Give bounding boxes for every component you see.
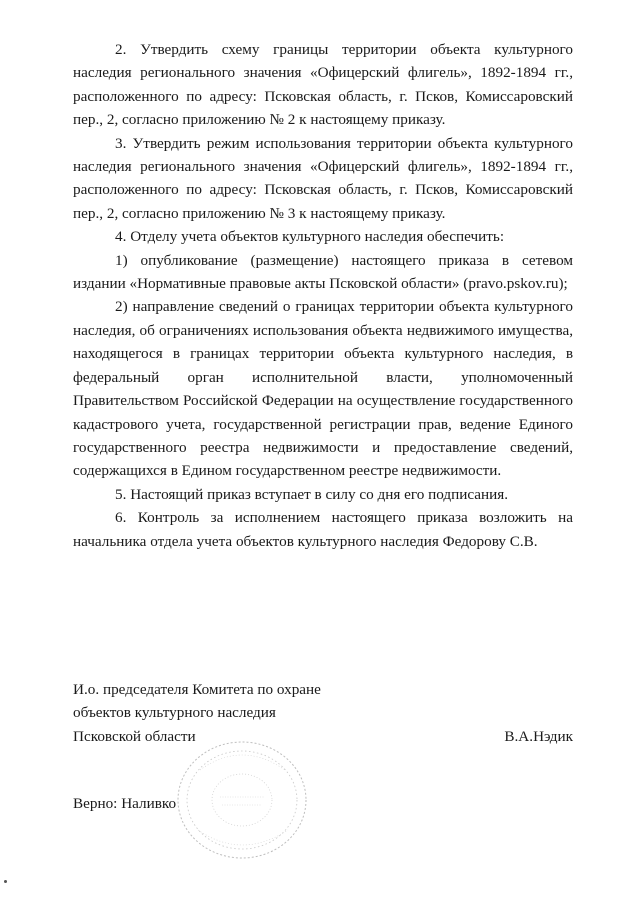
signer-position-line-1: И.о. председателя Комитета по охране xyxy=(73,681,321,698)
paragraph-subitem-1: 1) опубликование (размещение) настоящего приказа в сетевом издании «Нормативные правовые акты Псковской области» (pravo.pskov.ru); xyxy=(73,251,573,293)
signature-block xyxy=(73,678,573,748)
paragraph-item-6: 6. Контроль за исполнением настоящего приказа возложить на начальника отдела учета объектов культурного наследия Федорову С.В. xyxy=(73,509,573,550)
signer-name: В.А.Нэдик xyxy=(504,727,573,745)
paragraph-subitem-2: 2) направление сведений о границах территории объекта культурного наследия, об ограничениях использования объекта недвижимого имущества, находящегося в границах территории объекта культурного наследия, в федеральный орган исполнительной власти, уполномоченный Правительством Российской Федерации на осуществление государственного кадастрового учета, государственной регистрации прав, ведение Единого государственного реестра недвижимости и предоставление сведений, содержащихся в Едином государственном реестре недвижимости. xyxy=(73,298,573,480)
signer-row xyxy=(73,725,573,748)
paragraph-item-3: 3. Утвердить режим использования территории объекта культурного наследия регионального значения «Офицерский флигель», 1892-1894 гг., расположенного по адресу: Псковская область, г. Псков, Комиссаровский пер., 2, согласно приложению № 3 к настоящему приказу. xyxy=(73,134,573,222)
paragraph-item-5: 5. Настоящий приказ вступает в силу со дня его подписания. xyxy=(115,485,509,503)
signer-position-line-2: объектов культурного наследия xyxy=(73,704,276,722)
signer-position-line-3: Псковской области xyxy=(73,727,196,745)
paragraph-item-2: 2. Утвердить схему границы территории объекта культурного наследия регионального значения «Офицерский флигель», 1892-1894 гг., расположенного по адресу: Псковская область, г. Псков, Комиссаровский пер., 2, согласно приложению № 2 к настоящему приказу. xyxy=(73,41,573,129)
margin-dot xyxy=(4,880,7,883)
document-body xyxy=(73,38,573,553)
paragraph-item-4: 4. Отделу учета объектов культурного наследия обеспечить: xyxy=(115,228,505,246)
official-stamp-seal xyxy=(170,735,315,865)
verified-note: Верно: Наливко xyxy=(73,795,177,812)
